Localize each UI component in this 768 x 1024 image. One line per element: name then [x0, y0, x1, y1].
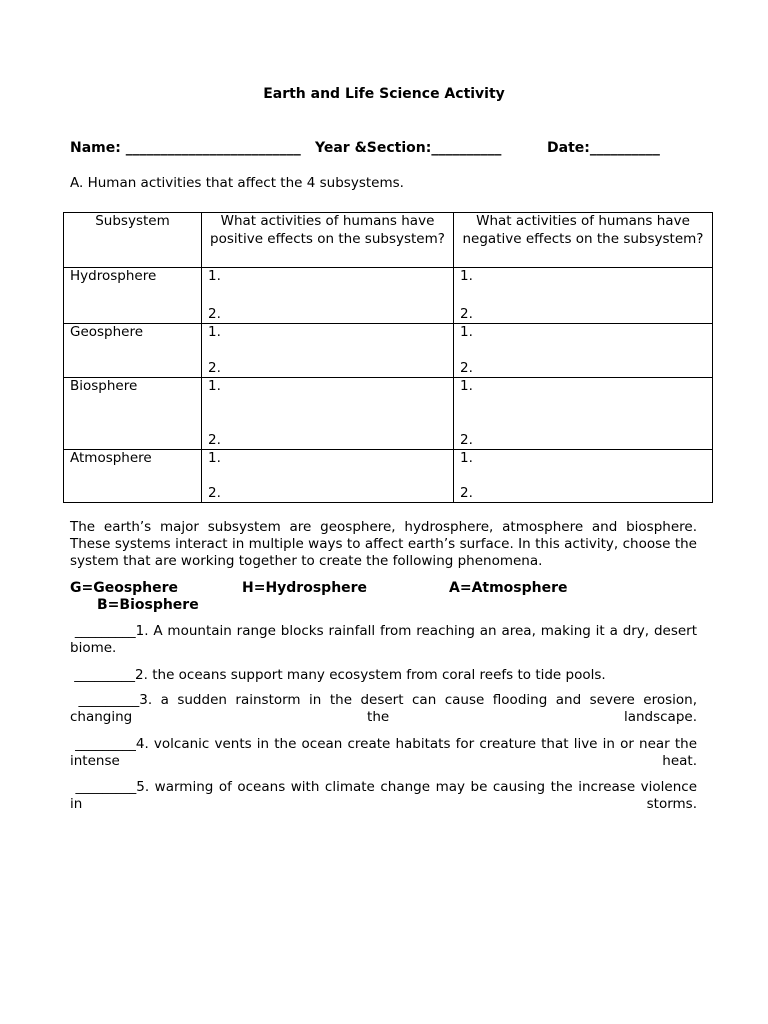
name-field[interactable]: Name: _________________________	[70, 140, 301, 156]
table-row	[64, 378, 713, 450]
negative-cell[interactable]	[454, 268, 713, 324]
subsystem-cell: Hydrosphere	[64, 268, 202, 324]
negative-cell[interactable]	[454, 450, 713, 503]
legend-geosphere: G=Geosphere	[70, 580, 179, 596]
item-number: 1.	[208, 450, 221, 466]
item-number: 2.	[460, 305, 473, 322]
table-header-row	[64, 213, 713, 268]
item-number: 2.	[208, 305, 221, 322]
header-positive: What activities of humans have positive effects on the subsystem?	[202, 213, 454, 268]
item-number: 1.	[460, 450, 473, 466]
item-number: 1.	[208, 378, 221, 394]
header-negative: What activities of humans have negative effects on the subsystem?	[454, 213, 713, 268]
legend-hydrosphere: H=Hydrosphere	[242, 580, 368, 596]
subsystem-cell: Geosphere	[64, 324, 202, 378]
positive-cell[interactable]	[202, 378, 454, 450]
table-row	[64, 450, 713, 503]
question-4[interactable]: _________4. volcanic vents in the ocean create habitats for creature that live in or near the intense heat.	[70, 736, 702, 769]
item-number: 2.	[460, 359, 473, 376]
table-row	[64, 324, 713, 378]
header-subsystem: Subsystem	[64, 213, 202, 268]
legend-atmosphere: A=Atmosphere	[449, 580, 568, 596]
item-number: 2.	[460, 484, 473, 501]
item-number: 1.	[460, 324, 473, 340]
item-number: 1.	[460, 378, 473, 394]
legend-biosphere: B=Biosphere	[97, 597, 199, 613]
item-number: 1.	[208, 324, 221, 340]
positive-cell[interactable]	[202, 268, 454, 324]
year-section-field[interactable]: Year &Section:__________	[315, 140, 502, 156]
question-1[interactable]: _________1. A mountain range blocks rainfall from reaching an area, making it a dry, desert biome.	[70, 623, 702, 656]
item-number: 1.	[208, 268, 221, 284]
question-5[interactable]: _________5. warming of oceans with climate change may be causing the increase violence in storms.	[70, 779, 702, 812]
positive-cell[interactable]	[202, 450, 454, 503]
table-row	[64, 268, 713, 324]
question-3[interactable]: _________3. a sudden rainstorm in the desert can cause flooding and severe erosion, changing the landscape.	[70, 692, 702, 725]
section-a-heading: A. Human activities that affect the 4 subsystems.	[70, 175, 404, 191]
subsystem-cell: Biosphere	[64, 378, 202, 450]
question-2[interactable]: _________2. the oceans support many ecosystem from coral reefs to tide pools.	[70, 667, 606, 683]
date-field[interactable]: Date:__________	[547, 140, 660, 156]
subsystem-cell: Atmosphere	[64, 450, 202, 503]
worksheet-title: Earth and Life Science Activity	[263, 86, 505, 102]
item-number: 2.	[208, 484, 221, 501]
subsystems-table	[63, 212, 713, 503]
item-number: 2.	[208, 431, 221, 448]
positive-cell[interactable]	[202, 324, 454, 378]
negative-cell[interactable]	[454, 324, 713, 378]
intro-paragraph: The earth’s major subsystem are geosphere, hydrosphere, atmosphere and biosphere. These systems interact in multiple ways to affect earth’s surface. In this activity, choose the system that are working together to create the following phenomena.	[70, 519, 697, 569]
item-number: 2.	[460, 431, 473, 448]
negative-cell[interactable]	[454, 378, 713, 450]
item-number: 1.	[460, 268, 473, 284]
item-number: 2.	[208, 359, 221, 376]
